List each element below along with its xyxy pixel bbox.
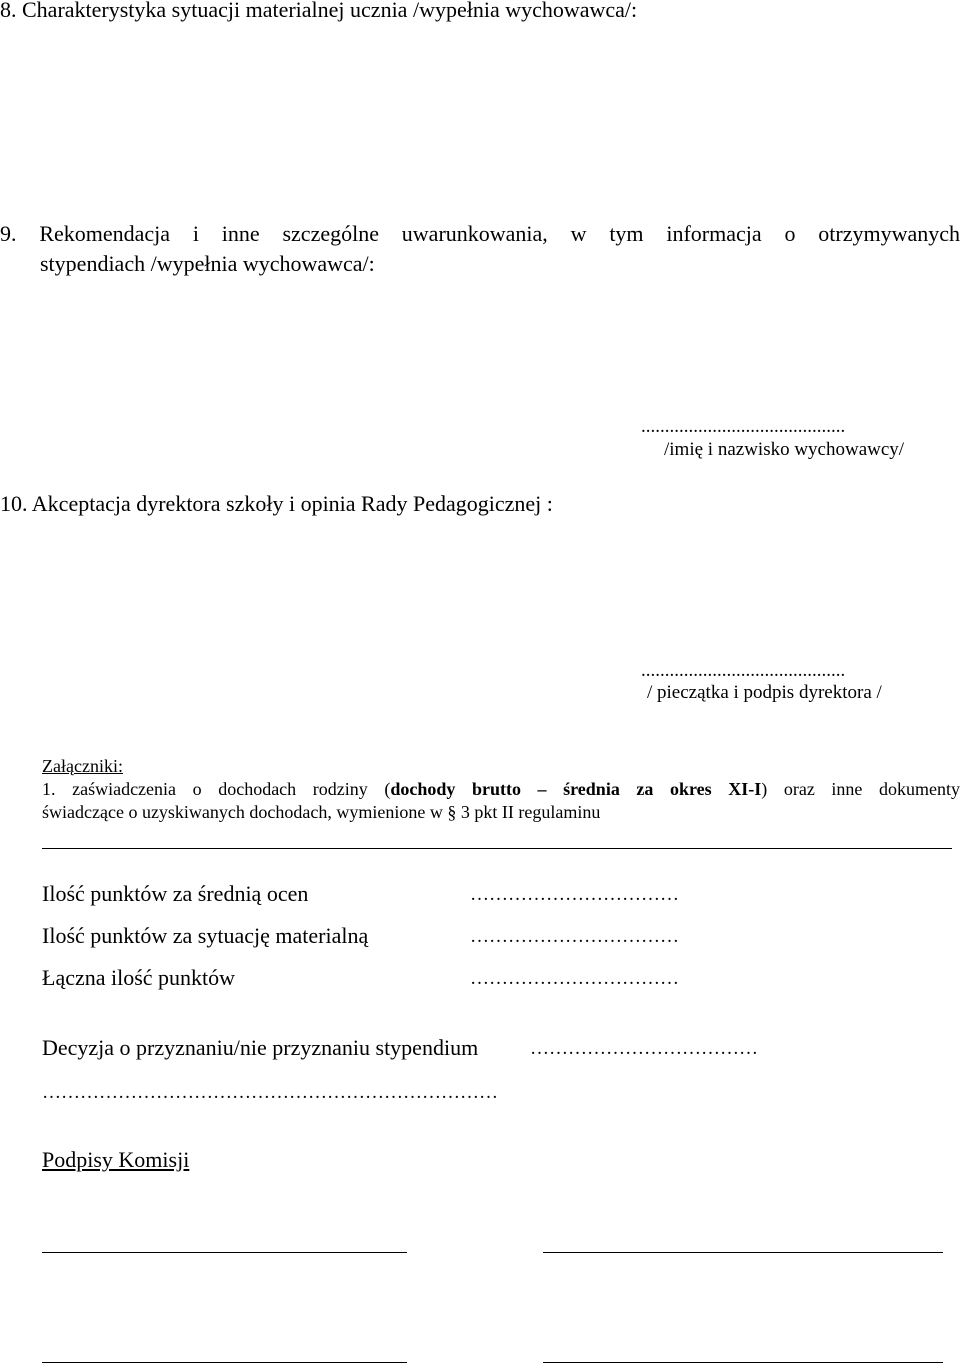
attachments-heading: Załączniki: [42, 756, 123, 776]
points-average-blank: …………………………… [470, 884, 679, 905]
attachment-item-1-line-2: świadczące o uzyskiwanych dochodach, wymienione w § 3 pkt II regulaminu [42, 802, 601, 822]
attachment-item-1-bold: dochody brutto – średnia za okres XI-I [390, 779, 762, 799]
section-9-line-1: 9. Rekomendacja i inne szczególne uwarunkowania, w tym informacja o otrzymywanych [0, 221, 960, 246]
commission-signature-line-2 [543, 1252, 943, 1253]
points-average-label: Ilość punktów za średnią ocen [42, 881, 309, 906]
decision-label: Decyzja o przyznaniu/nie przyznaniu stypendium [42, 1035, 479, 1060]
attachment-item-1-text: 1. zaświadczenia o dochodach rodziny ( [42, 779, 391, 799]
separator-line [42, 848, 952, 849]
points-total-blank: …………………………… [470, 968, 679, 989]
director-signature-caption: / pieczątka i podpis dyrektora / [647, 682, 882, 703]
section-10-label: 10. Akceptacja dyrektora szkoły i opinia Rady Pedagogicznej : [0, 491, 553, 516]
commission-signature-line-4 [543, 1362, 943, 1363]
teacher-signature-caption: /imię i nazwisko wychowawcy/ [664, 439, 905, 460]
attachment-item-1-text-end: ) oraz inne dokumenty [761, 779, 960, 799]
commission-signature-line-1 [42, 1252, 407, 1253]
decision-blank-1: ……………………………… [530, 1038, 758, 1059]
points-material-blank: …………………………… [470, 926, 679, 947]
points-material-label: Ilość punktów za sytuację materialną [42, 923, 369, 948]
teacher-signature-dots: ........................................... [641, 416, 846, 437]
points-total-label: Łączna ilość punktów [42, 965, 236, 990]
director-signature-dots: ........................................... [641, 660, 846, 681]
section-9-line-2: stypendiach /wypełnia wychowawca/: [40, 251, 375, 276]
attachment-item-1 [42, 778, 960, 801]
commission-heading: Podpisy Komisji [42, 1147, 190, 1172]
section-8-label: 8. Charakterystyka sytuacji materialnej ucznia /wypełnia wychowawca/: [0, 0, 638, 22]
decision-blank-2: ……………………………………………………………… [42, 1082, 498, 1103]
commission-signature-line-3 [42, 1362, 407, 1363]
